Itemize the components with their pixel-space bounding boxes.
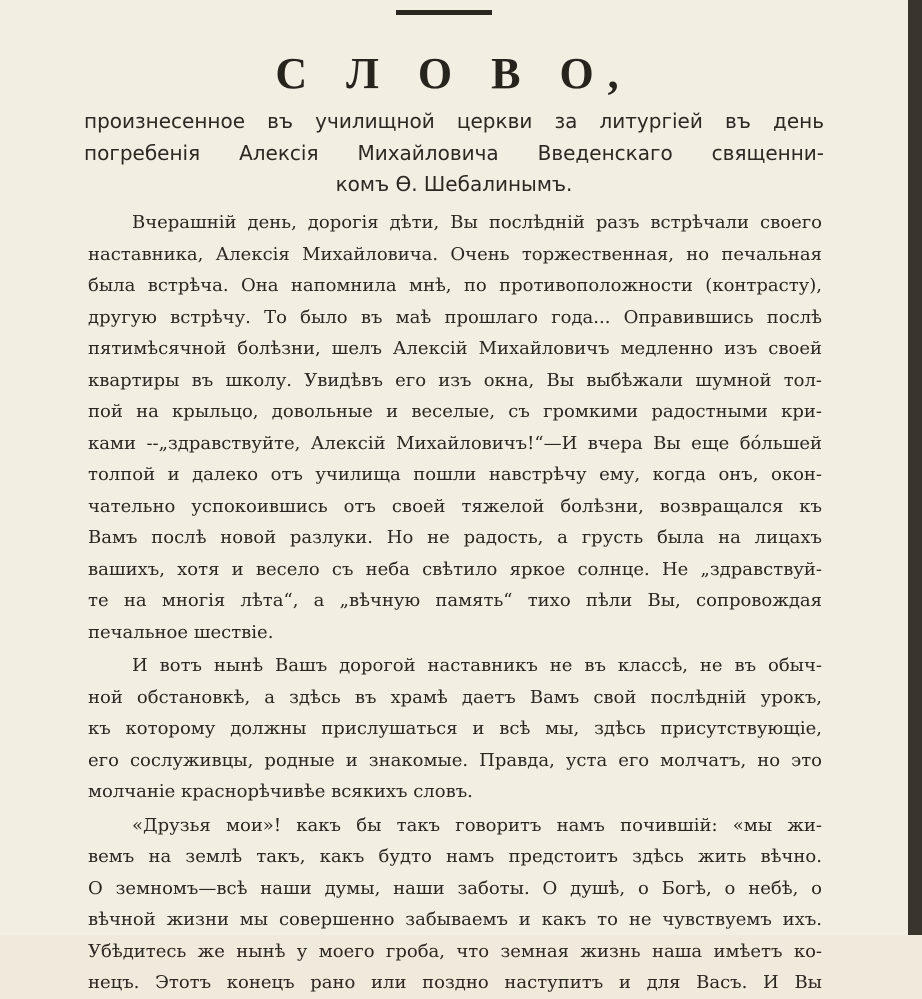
text-line: пой на крыльцо, довольные и веселые, съ громкими радостными кри- <box>88 401 822 422</box>
text-line: ной обстановкѣ, а здѣсь въ храмѣ даетъ Вамъ свой послѣдній урокъ, <box>88 686 822 708</box>
text-line: пятимѣсячной болѣзни, шелъ Алексій Михайловичъ медленно изъ своей <box>88 338 822 359</box>
text-line: Вамъ послѣ новой разлуки. Но не радость, а грусть была на лицахъ <box>88 527 822 548</box>
text-line: молчаніе краснорѣчивѣе всякихъ словъ. <box>88 781 473 802</box>
text-line: наставника, Алексія Михайловича. Очень торжественная, но печальная <box>88 243 822 265</box>
text-line: чательно успокоившись отъ своей тяжелой болѣзни, возвращался къ <box>88 495 822 517</box>
page-title: С Л О В О, <box>275 49 633 98</box>
paragraph <box>88 207 822 648</box>
paragraph <box>88 810 822 999</box>
text-line: Вчерашній день, дорогія дѣти, Вы послѣдній разъ встрѣчали своего <box>132 212 822 233</box>
text-line: его сослуживцы, родные и знакомые. Правда, уста его молчатъ, но это <box>88 749 822 771</box>
text-line: нецъ. Этотъ конецъ рано или поздно наступитъ и для Васъ. И Вы <box>88 972 822 993</box>
text-line: И вотъ нынѣ Вашъ дорогой наставникъ не въ классѣ, не въ обыч- <box>132 655 822 676</box>
text-line: вемъ на землѣ такъ, какъ будто намъ предстоитъ здѣсь жить вѣчно. <box>88 846 822 867</box>
text-line: О земномъ—всѣ наши думы, наши заботы. О душѣ, о Богѣ, о небѣ, о <box>88 877 822 899</box>
page-edge-shadow <box>908 0 922 935</box>
text-line: «Друзья мои»! какъ бы такъ говоритъ намъ почившій: «мы жи- <box>132 814 822 836</box>
text-line: вашихъ, хотя и весело съ неба свѣтило яркое солнце. Не „здравствуй- <box>88 558 822 580</box>
body-text <box>88 207 822 999</box>
text-line: другую встрѣчу. То было въ маѣ прошлаго года... Оправившись послѣ <box>88 306 822 328</box>
text-line: была встрѣча. Она напомнила мнѣ, по противоположности (контрасту), <box>88 275 822 296</box>
subtitle <box>84 106 824 201</box>
text-line: те на многія лѣта“, а „вѣчную память“ тихо пѣли Вы, сопровождая <box>88 590 822 611</box>
text-line: Убѣдитесь же нынѣ у моего гроба, что земная жизнь наша имѣетъ ко- <box>88 940 822 962</box>
text-line: къ которому должны прислушаться и всѣ мы, здѣсь присутствующіе, <box>88 718 822 739</box>
text-line: толпой и далеко отъ училища пошли навстрѣчу ему, когда онъ, окон- <box>88 464 822 485</box>
text-line: квартиры въ школу. Увидѣвъ его изъ окна, Вы выбѣжали шумной тол- <box>88 369 822 391</box>
subtitle-line: погребенія Алексія Михайловича Введенскаго священни- <box>84 140 824 165</box>
text-line: ками --„здравствуйте, Алексій Михайловичъ!“—И вчера Вы еще бо́льшей <box>88 432 822 454</box>
paragraph <box>88 650 822 808</box>
text-line: печальное шествіе. <box>88 621 274 643</box>
subtitle-line: произнесенное въ училищной церкви за литургіей въ день <box>84 109 824 133</box>
header-rule <box>396 10 492 15</box>
text-line: вѣчной жизни мы совершенно забываемъ и какъ то не чувствуемъ ихъ. <box>88 909 822 930</box>
subtitle-line: комъ Ѳ. Шебалинымъ. <box>335 172 573 196</box>
